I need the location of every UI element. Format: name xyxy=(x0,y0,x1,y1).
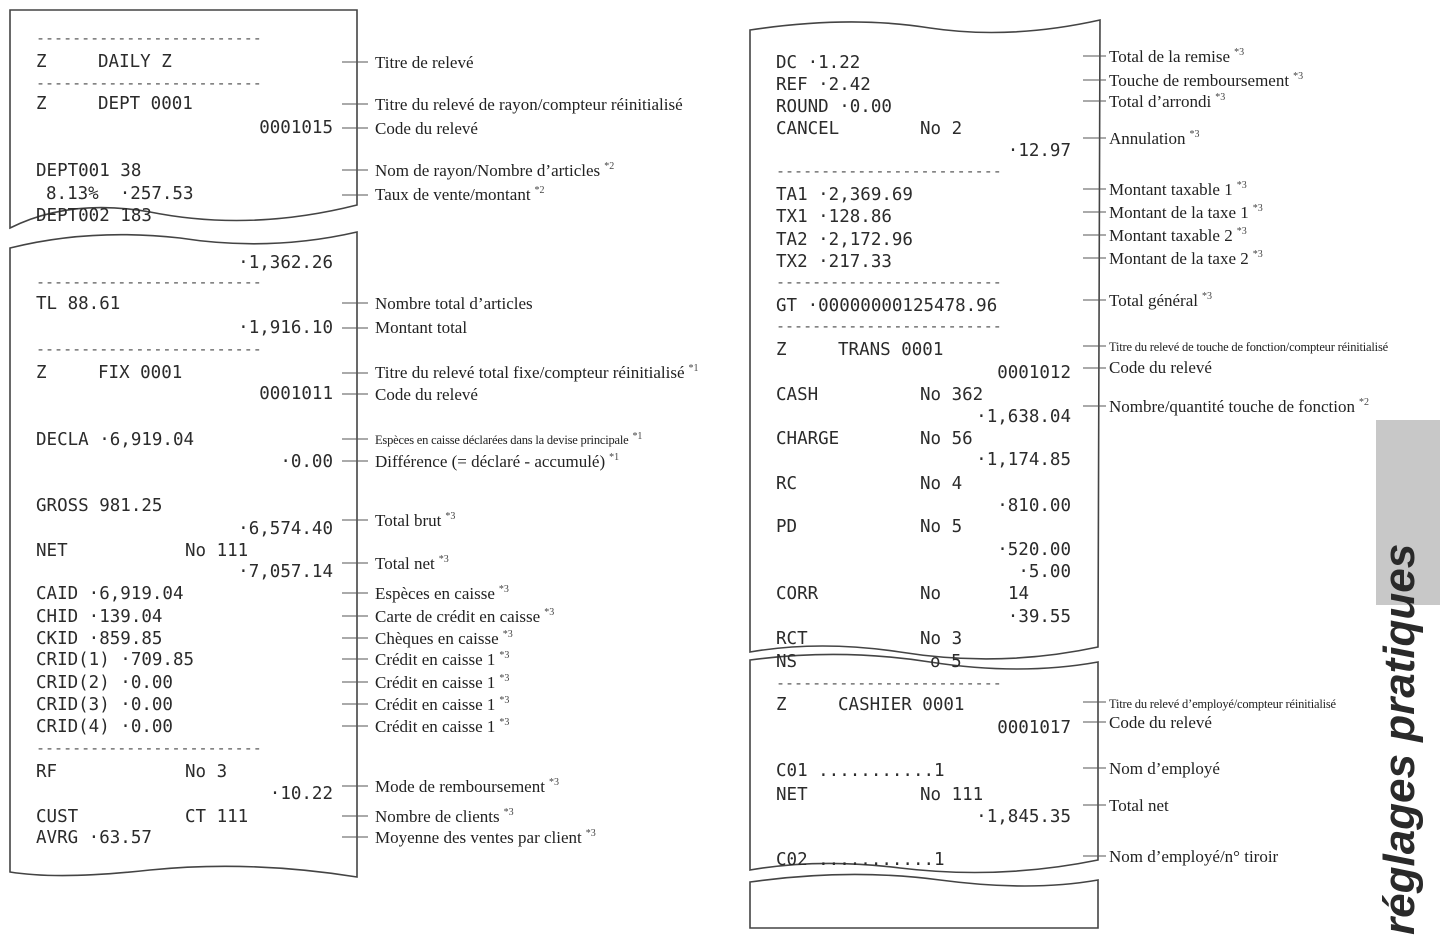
crid3-line: CRID(3) ·0.00 xyxy=(36,695,173,715)
annotation-label: Chèques en caisse $^{*3}$ xyxy=(375,629,513,648)
ta2-line: TA2 ·2,172.96 xyxy=(776,230,913,250)
z-mark: Z xyxy=(776,695,787,715)
tl-line: TL 88.61 xyxy=(36,294,121,314)
dc-line: DC ·1.22 xyxy=(776,53,861,73)
annotation-label: Titre du relevé d’employé/compteur réinitialisé xyxy=(1109,697,1336,712)
c02-line: C02 ...........1 xyxy=(776,850,945,870)
annotation-label: Crédit en caisse 1 $^{*3}$ xyxy=(375,650,510,669)
rct-label: RCT xyxy=(776,629,808,649)
ckid-line: CKID ·859.85 xyxy=(36,629,163,649)
rc-label: RC xyxy=(776,474,798,494)
round-line: ROUND ·0.00 xyxy=(776,97,892,117)
ns-label: NS xyxy=(776,652,798,672)
pd-amount-secondary: ·5.00 xyxy=(1018,562,1071,582)
annotation-label: Nom d’employé xyxy=(1109,759,1220,778)
decla-difference: ·0.00 xyxy=(280,452,333,472)
annotation-label: Nombre de clients $^{*3}$ xyxy=(375,807,514,826)
annotation-label: Total brut $^{*3}$ xyxy=(375,511,456,530)
separator-line: ------------------------- xyxy=(776,275,1002,290)
tx2-line: TX2 ·217.33 xyxy=(776,252,892,272)
dept1-rate: 8.13% ·257.53 xyxy=(46,184,194,204)
avrg-line: AVRG ·63.57 xyxy=(36,828,152,848)
crid2-line: CRID(2) ·0.00 xyxy=(36,673,173,693)
trans-title: TRANS 0001 xyxy=(838,340,944,360)
separator-line: ------------------------- xyxy=(776,164,1002,179)
cashier-report-code: 0001017 xyxy=(997,718,1071,738)
annotation-label: Espèces en caisse $^{*3}$ xyxy=(375,584,509,603)
annotation-label: Montant total xyxy=(375,318,468,337)
cancel-count: No 2 xyxy=(920,119,963,139)
cancel-amount: ·12.97 xyxy=(1007,141,1071,161)
annotation-label: Code du relevé xyxy=(375,385,478,404)
crid4-line: CRID(4) ·0.00 xyxy=(36,717,173,737)
rct-count: No 3 xyxy=(920,629,963,649)
chid-line: CHID ·139.04 xyxy=(36,607,163,627)
annotation-label: Nombre/quantité touche de fonction $^{*2}$ xyxy=(1109,397,1369,416)
rf-amount: ·10.22 xyxy=(269,784,333,804)
c01-line: C01 ...........1 xyxy=(776,761,945,781)
ns-count: o 5 xyxy=(930,652,962,672)
net-amount: ·7,057.14 xyxy=(238,562,333,582)
rc-count: No 4 xyxy=(920,474,963,494)
rc-amount: ·810.00 xyxy=(997,496,1071,516)
section-tab-label: réglages pratiques xyxy=(1375,543,1424,935)
rf-label: RF xyxy=(36,762,58,782)
separator-line: ------------------------- xyxy=(36,342,262,357)
corr-label: CORR xyxy=(776,584,819,604)
annotation-label: Nom de rayon/Nombre d’articles $^{*2}$ xyxy=(375,161,615,180)
annotation-label: Total d’arrondi $^{*3}$ xyxy=(1109,92,1226,111)
annotation-label: Montant de la taxe 1 $^{*3}$ xyxy=(1109,203,1263,222)
corr-amount: ·39.55 xyxy=(1007,607,1071,627)
z-mark: Z xyxy=(36,94,47,114)
separator-line: ------------------------- xyxy=(776,676,1002,691)
annotation-label: Total de la remise $^{*3}$ xyxy=(1109,47,1245,66)
separator-line: ------------------------- xyxy=(36,275,262,290)
fix-report-code: 0001011 xyxy=(259,384,333,404)
annotation-label: Touche de remboursement $^{*3}$ xyxy=(1109,71,1304,90)
annotation-label: Total net xyxy=(1109,796,1169,815)
annotation-label: Mode de remboursement $^{*3}$ xyxy=(375,777,559,796)
dept2-line: DEPT002 183 xyxy=(36,206,152,226)
annotation-label: Montant taxable 1 $^{*3}$ xyxy=(1109,180,1247,199)
charge-label: CHARGE xyxy=(776,429,840,449)
z-mark: Z xyxy=(36,363,47,383)
corr-count: 14 xyxy=(1008,584,1030,604)
pd-label: PD xyxy=(776,517,798,537)
annotation-label: Annulation $^{*3}$ xyxy=(1109,129,1200,148)
cash-label: CASH xyxy=(776,385,819,405)
separator-line: ------------------------- xyxy=(36,741,262,756)
right-receipt-tail-paper xyxy=(750,874,1098,928)
tl-amount: ·1,916.10 xyxy=(238,318,333,338)
fix-title: FIX 0001 xyxy=(98,363,183,383)
dept1-line: DEPT001 38 xyxy=(36,161,142,181)
separator-line: ------------------------- xyxy=(36,31,262,46)
decla-line: DECLA ·6,919.04 xyxy=(36,430,195,450)
z-mark: Z xyxy=(36,52,47,72)
annotation-label: Nombre total d’articles xyxy=(375,294,533,313)
pd-count: No 5 xyxy=(920,517,963,537)
annotation-label: Montant taxable 2 $^{*3}$ xyxy=(1109,226,1247,245)
dept-title: DEPT 0001 xyxy=(98,94,193,114)
annotation-label: Titre du relevé de rayon/compteur réinitialisé xyxy=(375,95,683,114)
cashier-net-label: NET xyxy=(776,785,808,805)
charge-amount: ·1,174.85 xyxy=(976,450,1071,470)
gt-line: GT ·00000000125478.96 xyxy=(776,296,998,316)
cancel-label: CANCEL xyxy=(776,119,840,139)
caid-line: CAID ·6,919.04 xyxy=(36,584,184,604)
annotation-label: Titre du relevé de touche de fonction/compteur réinitialisé xyxy=(1109,340,1388,355)
rf-count: No 3 xyxy=(185,762,228,782)
corr-no: No xyxy=(920,584,942,604)
annotation-label: Code du relevé xyxy=(375,119,478,138)
net-label: NET xyxy=(36,541,68,561)
separator-line: ------------------------- xyxy=(36,76,262,91)
crid1-line: CRID(1) ·709.85 xyxy=(36,650,195,670)
ta1-line: TA1 ·2,369.69 xyxy=(776,185,913,205)
annotation-label: Total général $^{*3}$ xyxy=(1109,291,1212,310)
z-mark: Z xyxy=(776,340,787,360)
annotation-label: Titre du relevé total fixe/compteur réinitialisé $^{*1}$ xyxy=(375,363,699,382)
annotation-label: Code du relevé xyxy=(1109,358,1212,377)
gross-amount: ·6,574.40 xyxy=(238,519,333,539)
cash-count: No 362 xyxy=(920,385,984,405)
annotation-label: Crédit en caisse 1 $^{*3}$ xyxy=(375,695,510,714)
charge-count: No 56 xyxy=(920,429,973,449)
gross-line: GROSS 981.25 xyxy=(36,496,163,516)
cust-count: CT 111 xyxy=(185,807,249,827)
tx1-line: TX1 ·128.86 xyxy=(776,207,892,227)
annotation-label: Crédit en caisse 1 $^{*3}$ xyxy=(375,673,510,692)
annotation-label: Montant de la taxe 2 $^{*3}$ xyxy=(1109,249,1263,268)
dept-total: ·1,362.26 xyxy=(238,253,333,273)
cashier-title: CASHIER 0001 xyxy=(838,695,965,715)
net-count: No 111 xyxy=(185,541,249,561)
ref-line: REF ·2.42 xyxy=(776,75,871,95)
annotation-label: Total net $^{*3}$ xyxy=(375,554,449,573)
annotation-label: Nom d’employé/n° tiroir xyxy=(1109,847,1279,866)
cash-amount: ·1,638.04 xyxy=(976,407,1071,427)
cashier-net-amount: ·1,845.35 xyxy=(976,807,1071,827)
annotation-label: Espèces en caisse déclarées dans la devise principale $^{*1}$ xyxy=(375,431,643,448)
dept-report-code: 0001015 xyxy=(259,118,333,138)
pd-amount: ·520.00 xyxy=(997,540,1071,560)
annotation-label: Différence (= déclaré - accumulé) $^{*1}$ xyxy=(375,452,620,471)
annotation-label: Carte de crédit en caisse $^{*3}$ xyxy=(375,607,555,626)
cust-label: CUST xyxy=(36,807,79,827)
daily-z-title: DAILY Z xyxy=(98,52,172,72)
annotation-label: Taux de vente/montant $^{*2}$ xyxy=(375,185,545,204)
cashier-net-count: No 111 xyxy=(920,785,984,805)
annotation-label: Crédit en caisse 1 $^{*3}$ xyxy=(375,717,510,736)
annotation-label: Moyenne des ventes par client $^{*3}$ xyxy=(375,828,596,847)
trans-report-code: 0001012 xyxy=(997,363,1071,383)
separator-line: ------------------------- xyxy=(776,319,1002,334)
annotation-label: Code du relevé xyxy=(1109,713,1212,732)
annotation-label: Titre de relevé xyxy=(375,53,474,72)
